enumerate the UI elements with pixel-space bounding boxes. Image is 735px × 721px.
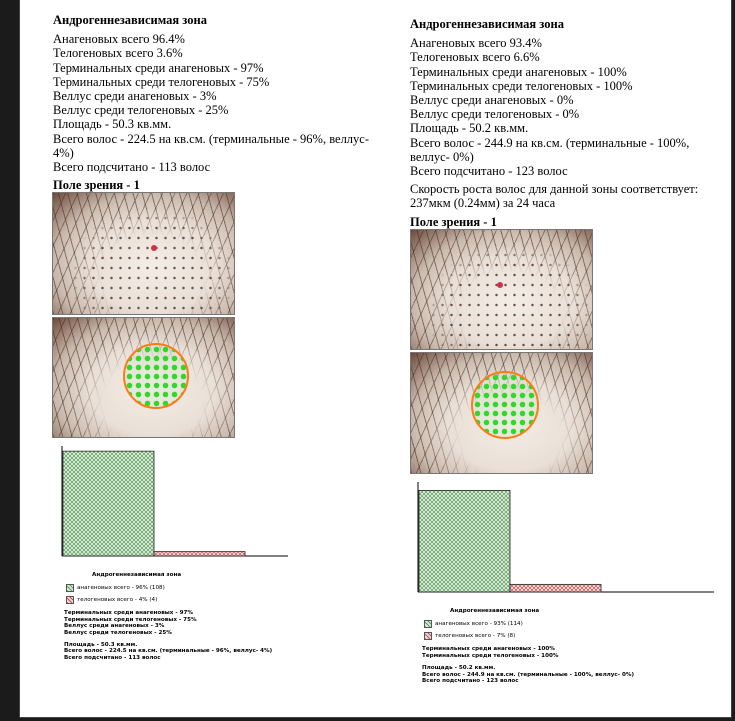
right-legend-telogen-label: телогеновых всего - 7% (8) bbox=[435, 633, 516, 640]
left-line-anagen: Анагеновых всего 96.4% bbox=[53, 32, 185, 47]
right-bar-anagen bbox=[419, 490, 510, 592]
right-report bbox=[410, 17, 726, 231]
left-legend-stat: Терминальных среди анагеновых - 97% bbox=[64, 610, 194, 617]
right-title: Андрогеннезависимая зона bbox=[410, 17, 564, 31]
red-swatch-icon bbox=[66, 596, 74, 604]
right-growth-rate: Скорость роста волос для данной зоны соответствует: 237мкм (0.24мм) за 24 часа bbox=[410, 182, 699, 211]
right-bar-telogen bbox=[510, 584, 601, 592]
left-title: Андрогеннезависимая зона bbox=[53, 13, 207, 27]
left-legend-anagen bbox=[66, 584, 314, 592]
right-red-mark bbox=[497, 282, 503, 288]
right-legend-stat2: Всего подсчитано - 123 волос bbox=[422, 678, 519, 685]
left-legend-stat: Терминальных среди телогеновых - 75% bbox=[64, 616, 197, 623]
left-line-total: Всего волос - 224.5 на кв.см. (терминальные - 96%, веллус- 4%) bbox=[53, 131, 370, 160]
left-red-mark bbox=[151, 245, 157, 251]
right-legend-anagen-label: анагеновых всего - 93% (114) bbox=[435, 621, 523, 628]
left-chart-legend bbox=[64, 572, 314, 661]
right-bar-chart bbox=[416, 482, 716, 598]
left-line-term-anagen: Терминальных среди анагеновых - 97% bbox=[53, 60, 264, 75]
left-legend-stats bbox=[64, 610, 314, 636]
left-chart-svg bbox=[60, 446, 290, 562]
right-scalp-photo-analyzed bbox=[410, 352, 593, 474]
left-legend-telogen bbox=[66, 596, 314, 604]
right-legend-stat2: Площадь - 50.2 кв.мм. bbox=[422, 665, 496, 672]
left-legend-anagen-label: анагеновых всего - 96% (108) bbox=[77, 585, 165, 592]
right-scalp-photo bbox=[410, 229, 593, 350]
right-legend-stats bbox=[422, 646, 722, 659]
left-line-term-telogen: Терминальных среди телогеновых - 75% bbox=[53, 74, 270, 89]
right-line-area: Площадь - 50.2 кв.мм. bbox=[410, 121, 529, 136]
right-legend-stat2: Всего волос - 244.9 на кв.см. (терминальные - 100%, веллус- 0%) bbox=[422, 671, 635, 678]
right-legend-anagen bbox=[424, 620, 722, 628]
right-line-telogen: Телогеновых всего 6.6% bbox=[410, 50, 540, 65]
left-legend-stat2: Площадь - 50.3 кв.мм. bbox=[64, 642, 138, 649]
left-follicle-dots bbox=[53, 193, 234, 314]
right-chart-legend bbox=[422, 608, 722, 684]
left-line-telogen: Телогеновых всего 3.6% bbox=[53, 46, 183, 61]
right-line-total: Всего волос - 244.9 на кв.см. (терминальные - 100%, веллус- 0%) bbox=[410, 135, 690, 164]
right-legend-stat: Терминальных среди телогеновых - 100% bbox=[422, 652, 559, 659]
right-line-term-anagen: Терминальных среди анагеновых - 100% bbox=[410, 64, 627, 79]
right-legend-stat: Терминальных среди анагеновых - 100% bbox=[422, 646, 555, 653]
left-legend-stat: Веллус среди телогеновых - 25% bbox=[64, 629, 172, 636]
left-scalp-photo-analyzed bbox=[52, 317, 235, 438]
left-legend-stat: Веллус среди анагеновых - 3% bbox=[64, 623, 165, 630]
right-field-title: Поле зрения - 1 bbox=[410, 214, 497, 229]
left-bar-telogen bbox=[154, 552, 245, 556]
right-follicle-dots bbox=[411, 230, 592, 349]
right-line-vellus-anagen: Веллус среди анагеновых - 0% bbox=[410, 93, 574, 108]
green-swatch-icon bbox=[424, 620, 432, 628]
left-legend-stat2: Всего волос - 224.5 на кв.см. (терминальные - 96%, веллус- 4%) bbox=[64, 648, 273, 655]
green-swatch-icon bbox=[66, 584, 74, 592]
left-line-vellus-anagen: Веллус среди анагеновых - 3% bbox=[53, 89, 217, 104]
left-bar-anagen bbox=[63, 451, 154, 556]
left-legend-stat2: Всего подсчитано - 113 волос bbox=[64, 654, 161, 661]
right-chart-svg bbox=[416, 482, 716, 598]
right-count-circle bbox=[471, 371, 539, 439]
left-line-vellus-telogen: Веллус среди телогеновых - 25% bbox=[53, 103, 229, 118]
right-line-vellus-telogen: Веллус среди телогеновых - 0% bbox=[410, 107, 580, 122]
document-page bbox=[20, 0, 731, 717]
right-line-term-telogen: Терминальных среди телогеновых - 100% bbox=[410, 78, 633, 93]
right-line-count: Всего подсчитано - 123 волос bbox=[410, 164, 568, 179]
right-legend-stats2 bbox=[422, 665, 722, 684]
left-line-area: Площадь - 50.3 кв.мм. bbox=[53, 117, 172, 132]
right-legend-telogen bbox=[424, 632, 722, 640]
left-scalp-photo bbox=[52, 192, 235, 315]
left-field-title: Поле зрения - 1 bbox=[53, 178, 140, 193]
right-line-anagen: Анагеновых всего 93.4% bbox=[410, 36, 542, 51]
left-bar-chart bbox=[60, 446, 290, 562]
left-count-circle bbox=[123, 343, 189, 409]
left-legend-title: Андрогеннезависимая зона bbox=[92, 572, 182, 578]
red-swatch-icon bbox=[424, 632, 432, 640]
right-legend-title: Андрогеннезависимая зона bbox=[450, 608, 540, 614]
left-line-count: Всего подсчитано - 113 волос bbox=[53, 160, 211, 175]
left-report bbox=[53, 13, 373, 194]
left-legend-stats2 bbox=[64, 642, 314, 661]
left-legend-telogen-label: телогеновых всего - 4% (4) bbox=[77, 597, 158, 604]
